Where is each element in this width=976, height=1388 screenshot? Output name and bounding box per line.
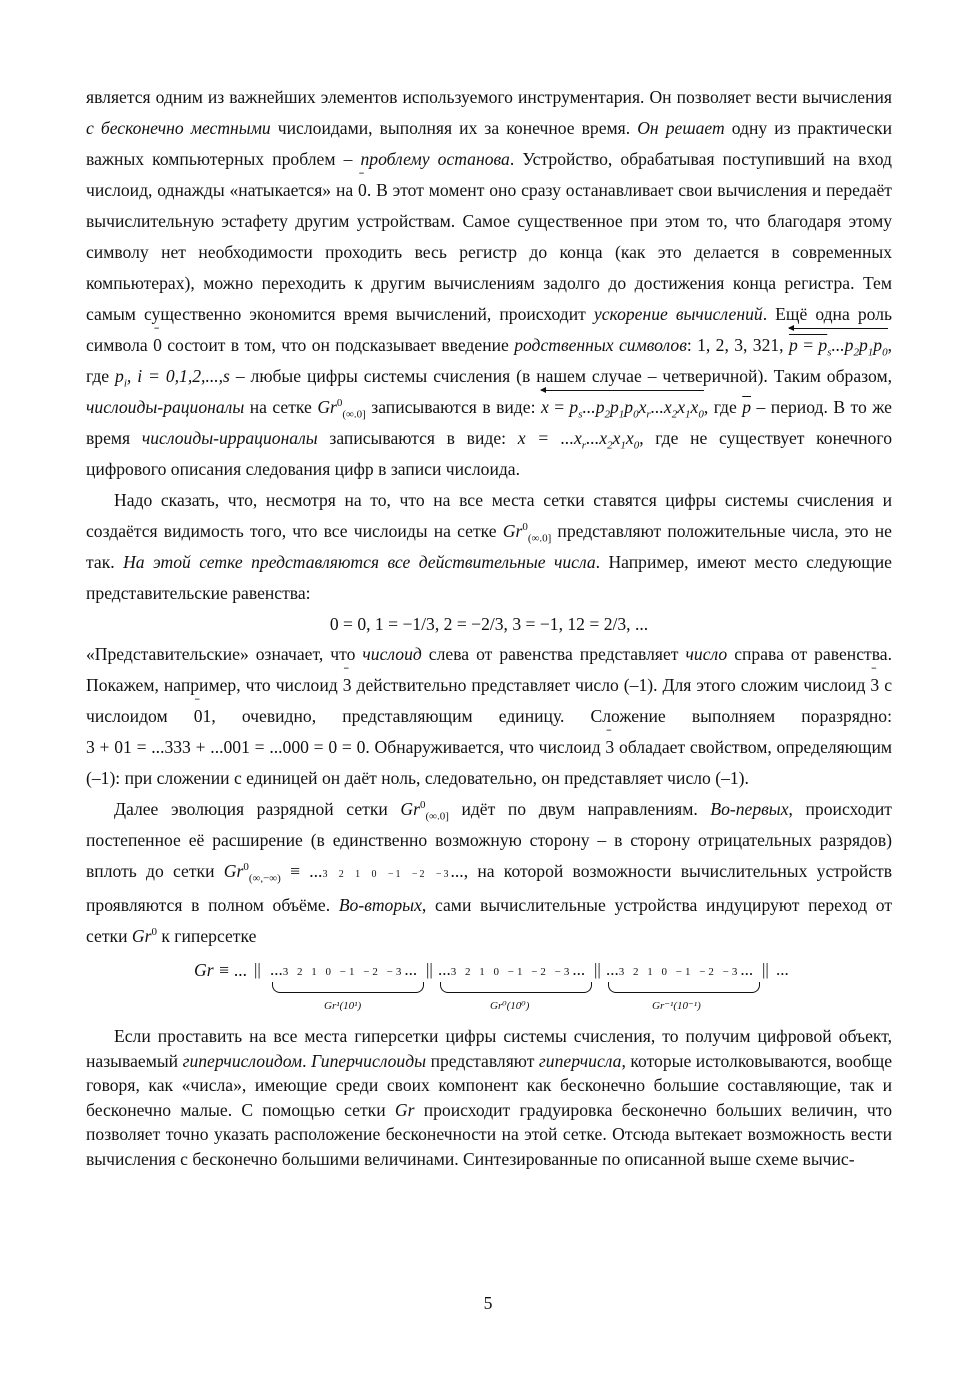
text-run: «Представительские» означает, что (86, 644, 363, 664)
text-run: – любые цифры системы счисления (в нашем случае – четверичной). Таким образом, (229, 366, 893, 386)
math-symbol: ˉ 3 (605, 732, 614, 763)
grid-digits: 3 2 1 0 −1 −2 −3 (450, 966, 573, 978)
italic-run: число (685, 644, 728, 664)
italic-run: ускорение вычислений (593, 304, 763, 324)
math-formula: $x = p_s...p_2p_1p_0x_r...x_2x_1x_0$ (541, 392, 704, 423)
math-run: Gr (223, 861, 244, 881)
math-run: Gr (394, 1099, 415, 1120)
text-run: . Обнаруживается, что числоид (365, 737, 606, 757)
math-symbol: ˉ 0 (153, 330, 162, 361)
math-run: ... (776, 960, 789, 979)
page-number: 5 (483, 1293, 493, 1313)
math-run: $\overline{p}$ (742, 397, 752, 417)
brace-label: Gr¹(10¹) (324, 1000, 362, 1012)
text-run: , происходит постепенное её расширение (в единственно возможную сторону – в сторону отрицательных разрядов) вплоть до сетки (86, 799, 892, 881)
text-run: происходит градуировка бесконечно больших величин, что позволяет точно указать расположение бесконечности на этой сетке. Отсюда вытекает возможность вести вычисления с бесконечно большими величинами. Синтезированные по описанной выше схеме вычис- (86, 1099, 892, 1169)
italic-run: проблему останова (360, 149, 510, 169)
text-run: , очевидно, представляющим единицу. Сложение выполняем поразрядно: (211, 706, 892, 726)
grid-group: ...3 2 1 0 −1 −2 −3... (438, 960, 586, 979)
math-run: p (873, 335, 883, 355)
text-run: : (686, 335, 698, 355)
italic-run: Во-первых (710, 799, 789, 819)
math-run: Gr (400, 799, 420, 819)
equation-representative (86, 609, 892, 639)
math-run: Gr (502, 521, 523, 541)
text-run: обладает свойством, определяющим (–1): при сложении с единицей он даёт ноль, следовательно, он представляет число (–1). (86, 737, 892, 788)
paragraph-4: Далее эволюция разрядной сетки $Gr^0_{(\infty.0]}$ идёт по двум направлениям. Во-первых, происходит постепенное её расширение (в единственно возможную сторону – в сторону отрицательных разрядов) вплоть до сетки $Gr^0_{(\infty,-\infty)} \equiv ...3$ 2 1 0 −1 −2 −3..., на которой возможности вычислительных устройств проявляются в полном объёме. Во-вторых, сами вычислительные устройства индуцируют переход от сетки Gr$^0$ к гиперсетке (86, 799, 893, 946)
italic-run: родственных символов (514, 335, 687, 355)
text-run: . (509, 149, 515, 169)
grid-group: ...3 2 1 0 −1 −2 −3... (606, 960, 754, 979)
math-run: ...p (831, 335, 854, 355)
italic-run: На этой сетке представляются все действительные числа (123, 552, 596, 572)
math-run: p = p (788, 335, 828, 355)
math-run: p (858, 335, 868, 355)
double-bar: || (426, 960, 433, 979)
text-run: идёт по двум направлениям. (448, 799, 711, 819)
italic-run: Во-вторых (338, 895, 422, 915)
text-run: слева от равенства представляет (421, 644, 686, 664)
brace-label: Gr⁻¹(10⁻¹) (652, 1000, 701, 1012)
text-run: , сами вычислительные устройства индуцируют переход от сетки (86, 895, 893, 946)
text-run: представляют (426, 1050, 539, 1071)
math-symbols: 1, 2, 3, 321, (697, 335, 784, 355)
math-run: p (115, 366, 124, 386)
brace-label: Gr⁰(10⁰) (490, 1000, 530, 1012)
text-run: , где (703, 397, 743, 417)
grid-group: ...3 2 1 0 −1 −2 −3... (270, 960, 418, 979)
text-run: . Ещё одна роль символа (86, 304, 893, 355)
body-text (86, 82, 892, 1172)
italic-run: Он решает (637, 118, 725, 138)
grid-digits: 3 2 1 0 −1 −2 −3 (282, 966, 405, 978)
italic-run: числоиды-рационалы (86, 397, 245, 417)
double-bar: || (254, 960, 261, 979)
hypergrid-equation (86, 956, 892, 1020)
paragraph-1: является одним из важнейших элементов используемого инструментария. Он позволяет вести вычисления с бесконечно местными числоидами, выполняя их за конечное время. Он решает одну из практически важных компьютерных проблем – проблему останова. Устройство, обрабатывая поступивший на вход числоид, однажды «натыкается» на ˉ 0. В этот момент оно сразу останавливает свои вычисления и передаёт вычислительную эстафету другим устройствам. Самое существенное при этом то, что благодаря этому символу нет необходимости проходить весь регистр до конца (как это делается в современных компьютерах), можно переходить к другим вычислениям задолго до достижения конца регистра. Тем самым существенно экономится время вычислений, происходит ускорение вычислений. Ещё одна роль символа ˉ 0 состоит в том, что он подсказывает введение родственных символов: 1, 2, 3, 321, $p = p_s...p_2p_1p_0$, где $p_i$, i = 0,1,2,...,s – любые цифры системы счисления (в нашем случае – четверичной). Таким образом, числоиды-рационалы на сетке $Gr^0_{(\infty.0]}$ записываются в виде: $x = p_s...p_2p_1p_0x_r...x_2x_1x_0$, где $\overline{p}$ – период. В то же время числоиды-иррационалы записываются в виде: $x = ...x_r...x_2x_1x_0$, где не существует конечного цифрового описания следования цифр в записи числоида. (86, 82, 892, 485)
paragraph-5 (86, 1024, 892, 1172)
italic-run: с бесконечно местными (86, 118, 271, 138)
brace (608, 982, 760, 993)
text-run: является одним из важнейших элементов используемого инструментария. Он позволяет вести вычисления (86, 87, 892, 107)
text-run: , на которой возможности вычислительных устройств проявляются в полном объёме. (86, 861, 892, 915)
brace (440, 982, 592, 993)
math-symbol: ˉ 3 (343, 670, 352, 701)
text-run: Надо сказать, что, несмотря на то, что на все места сетки ставятся цифры системы счисления и создаётся видимость того, что все числоиды на сетке (86, 490, 892, 541)
math-symbol: ˉ 01 (194, 701, 212, 732)
text-run: . Например, имеют место следующие представительские равенства: (86, 552, 892, 603)
paragraph-3 (86, 639, 892, 794)
text-run: , где (86, 335, 892, 386)
math-run: Gr ≡ ... (194, 960, 248, 980)
math-formula: $x = ...x_r...x_2x_1x_0$ (517, 428, 640, 452)
text-run: записываются в виде: (365, 397, 541, 417)
math-run: , i = 0,1,2,...,s (126, 366, 230, 386)
math-formula: 3 + 01 = ...333 + ...001 = ...000 = 0 = 0 (86, 737, 366, 757)
brace (272, 982, 424, 993)
italic-run: числоид (362, 644, 422, 664)
math-run: Gr (317, 397, 337, 417)
text-run: на сетке (244, 397, 318, 417)
double-bar: || (762, 960, 769, 979)
math-formula: 0 = 0, 1 = −1/3, 2 = −2/3, 3 = −1, 12 = 2/3, ... (329, 614, 649, 634)
italic-run: Гиперчислоиды (311, 1050, 427, 1071)
text-run: Далее эволюция разрядной сетки (114, 799, 401, 819)
double-bar: || (594, 960, 601, 979)
text-run: записываются в виде: (317, 428, 518, 448)
italic-run: гиперчисла (538, 1050, 622, 1071)
math-run: Gr (131, 926, 152, 946)
text-run: Устройство, обрабатывая поступивший на вход числоид, однажды «натыкается» на (86, 149, 892, 200)
text-run: – период. В то же время (86, 397, 892, 448)
math-run: x = ...x (517, 428, 582, 448)
italic-run: числоиды-иррационалы (141, 428, 318, 448)
math-symbol: ˉ 0 (358, 175, 367, 206)
text-run: , где не существует конечного цифрового описания следования цифр в записи числоида. (86, 428, 893, 479)
text-run: действительно представляет число (–1). Для этого сложим числоид (351, 675, 871, 695)
italic-run: гиперчислоидом (182, 1050, 303, 1071)
text-run: , которые истолковываются, вообще говоря, как «числа», имеющие среди своих компонент как бесконечно большие составляющие, так и бесконечно малые. С помощью сетки (86, 1050, 893, 1120)
text-run: справа от равенства. Покажем, например, что числоид (86, 644, 893, 695)
text-run: с числоидом (86, 675, 893, 726)
math-run: ≡ ... (290, 861, 323, 881)
math-symbol: ˉ 3 (870, 670, 879, 701)
paragraph-2: Надо сказать, что, несмотря на то, что на все места сетки ставятся цифры системы счисления и создаётся видимость того, что все числоиды на сетке $Gr^0_{(\infty.0]}$ представляют положительные числа, это не так. На этой сетке представляются все действительные числа. Например, имеют место следующие представительские равенства: (86, 490, 892, 603)
grid-digits: 3 2 1 0 −1 −2 −3 (618, 966, 741, 978)
text-run: состоит в том, что он подсказывает введение (161, 335, 515, 355)
text-run: Если проставить на все места гиперсетки цифры системы счисления, то получим цифровой объект, называемый (86, 1026, 892, 1071)
text-run: . В этот момент оно сразу останавливает свои вычисления и передаёт вычислительную эстафету другим устройствам. Самое существенное при этом то, что благодаря этому символу нет необходимости проходить весь регистр до конца (как это делается в современных компьютерах), можно переходить к другим вычислениям задолго до достижения конца регистра. Тем самым существенно экономится время вычислений, происходит (86, 180, 892, 324)
math-run: x = p (540, 397, 579, 417)
math-formula: $p = p_s...p_2p_1p_0$ (789, 330, 888, 361)
text-run: представляют положительные числа, это не так. (86, 521, 892, 572)
text-run: к гиперсетке (156, 926, 257, 946)
text-run: числоидами, выполняя их за конечное время. (270, 118, 638, 138)
text-run: одну из практически важных компьютерных проблем – (86, 118, 892, 169)
text-run: . (302, 1050, 312, 1071)
